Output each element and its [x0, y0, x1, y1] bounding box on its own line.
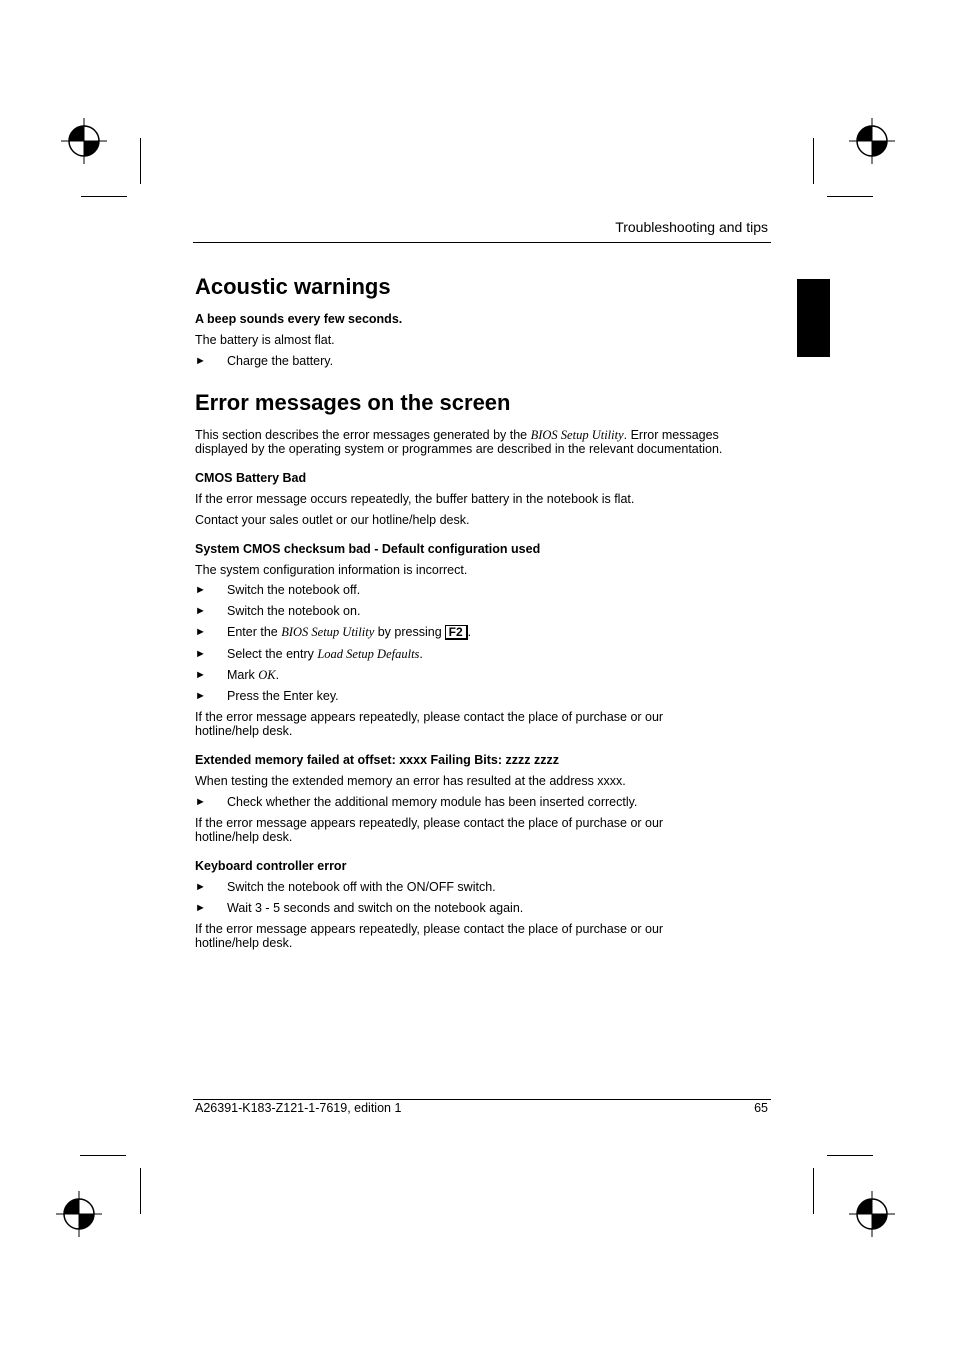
crop-line — [80, 1155, 126, 1156]
registration-mark-bottom-right — [849, 1191, 895, 1237]
key-f2: F2 — [445, 625, 468, 640]
bullet-item: ► Charge the battery. — [195, 354, 334, 368]
crop-line — [813, 138, 814, 184]
subheading-beep: A beep sounds every few seconds. — [195, 312, 403, 326]
bullet-marker-icon: ► — [195, 881, 206, 893]
bullet-marker-icon: ► — [195, 648, 206, 660]
header-rule — [193, 242, 771, 243]
crop-line — [827, 196, 873, 197]
running-header: Troubleshooting and tips — [615, 219, 768, 235]
subheading-cmos: CMOS Battery Bad — [195, 471, 307, 485]
crop-line — [140, 138, 141, 184]
paragraph: If the error message appears repeatedly, please contact the place of purchase or our hotline/help desk. — [195, 922, 664, 950]
crop-line — [140, 1168, 141, 1214]
paragraph: The battery is almost flat. — [195, 333, 335, 347]
bullet-item: ► Press the Enter key. — [195, 689, 339, 703]
paragraph: If the error message appears repeatedly, please contact the place of purchase or our hotline/help desk. — [195, 710, 664, 738]
paragraph: The system configuration information is incorrect. — [195, 563, 468, 577]
page-number: 65 — [754, 1101, 768, 1115]
bullet-item: ► Mark OK. — [195, 668, 280, 682]
paragraph: If the error message occurs repeatedly, the buffer battery in the notebook is flat. — [195, 492, 635, 506]
bullet-item: ► Wait 3 - 5 seconds and switch on the notebook again. — [195, 901, 524, 915]
crop-line — [81, 196, 127, 197]
registration-mark-top-left — [61, 118, 107, 164]
paragraph: Contact your sales outlet or our hotline/help desk. — [195, 513, 470, 527]
bullet-item: ► Switch the notebook off with the ON/OFF switch. — [195, 880, 496, 894]
bullet-marker-icon: ► — [195, 355, 206, 367]
paragraph: When testing the extended memory an error has resulted at the address xxxx. — [195, 774, 626, 788]
section-title-errors: Error messages on the screen — [195, 390, 511, 415]
crop-line — [827, 1155, 873, 1156]
subheading-checksum: System CMOS checksum bad - Default configuration used — [195, 542, 541, 556]
bullet-item: ► Enter the BIOS Setup Utility by pressing F2 . — [195, 625, 472, 639]
bullet-marker-icon: ► — [195, 690, 206, 702]
crop-line — [813, 1168, 814, 1214]
bullet-item: ► Check whether the additional memory module has been inserted correctly. — [195, 795, 638, 809]
paragraph: If the error message appears repeatedly, please contact the place of purchase or our hotline/help desk. — [195, 816, 664, 844]
footer-rule — [193, 1099, 771, 1100]
bullet-marker-icon: ► — [195, 626, 206, 638]
registration-mark-top-right — [849, 118, 895, 164]
page-content — [195, 272, 755, 950]
bullet-marker-icon: ► — [195, 902, 206, 914]
chapter-thumb-tab — [797, 279, 830, 357]
subheading-keyboard: Keyboard controller error — [195, 859, 347, 873]
subheading-extended-memory: Extended memory failed at offset: xxxx Failing Bits: zzzz zzzz — [195, 753, 559, 767]
bullet-marker-icon: ► — [195, 669, 206, 681]
bullet-marker-icon: ► — [195, 796, 206, 808]
registration-mark-bottom-left — [56, 1191, 102, 1237]
document-id: A26391-K183-Z121-1-7619, edition 1 — [195, 1101, 402, 1115]
paragraph-intro: This section describes the error messages generated by the BIOS Setup Utility. Error messages displayed by the operating system or programmes are described in the relevant documentation. — [195, 428, 723, 456]
bullet-marker-icon: ► — [195, 605, 206, 617]
bullet-marker-icon: ► — [195, 584, 206, 596]
bullet-item: ► Switch the notebook off. — [195, 583, 361, 597]
bullet-item: ► Select the entry Load Setup Defaults. — [195, 647, 423, 661]
section-title-acoustic: Acoustic warnings — [195, 274, 391, 299]
bullet-item: ► Switch the notebook on. — [195, 604, 361, 618]
